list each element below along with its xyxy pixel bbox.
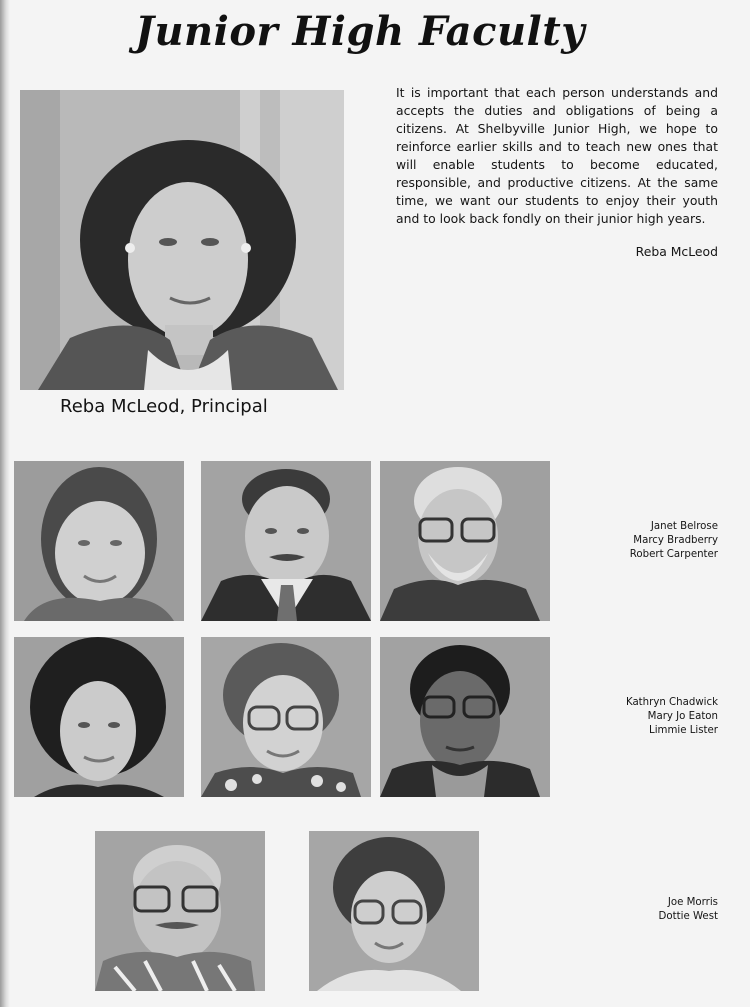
faculty-photo <box>309 831 479 991</box>
faculty-name: Janet Belrose <box>650 521 718 532</box>
faculty-name: Mary Jo Eaton <box>647 711 718 722</box>
faculty-names-row-2 <box>626 696 718 738</box>
faculty-name: Marcy Bradberry <box>633 535 718 546</box>
faculty-photo <box>14 637 184 797</box>
page-binding-shadow <box>0 0 10 1007</box>
faculty-name: Limmie Lister <box>649 725 718 736</box>
faculty-names-row-3 <box>659 896 718 924</box>
principal-caption: Reba McLeod, Principal <box>60 396 268 417</box>
principal-portrait-photo <box>20 90 344 390</box>
faculty-photo <box>380 461 550 621</box>
message-author: Reba McLeod <box>635 244 718 259</box>
faculty-name: Kathryn Chadwick <box>625 697 718 708</box>
principal-message: It is important that each person understands and accepts the duties and obligations of being a citizens. At Shelbyville Junior High, we hope to reinforce earlier skills and to teach new ones that will enable students to become educated, responsible, and productive citizens. At the same time, we want our students to enjoy their youth and to look back fondly on their junior high years. <box>396 85 718 226</box>
faculty-photo <box>201 461 371 621</box>
faculty-photo <box>95 831 265 991</box>
faculty-name: Dottie West <box>658 911 718 922</box>
faculty-photo <box>380 637 550 797</box>
faculty-photo <box>14 461 184 621</box>
faculty-names-row-1 <box>630 520 718 562</box>
faculty-name: Robert Carpenter <box>629 549 718 560</box>
faculty-name: Joe Morris <box>667 897 718 908</box>
page-title: Junior High Faculty <box>135 8 585 55</box>
faculty-photo <box>201 637 371 797</box>
